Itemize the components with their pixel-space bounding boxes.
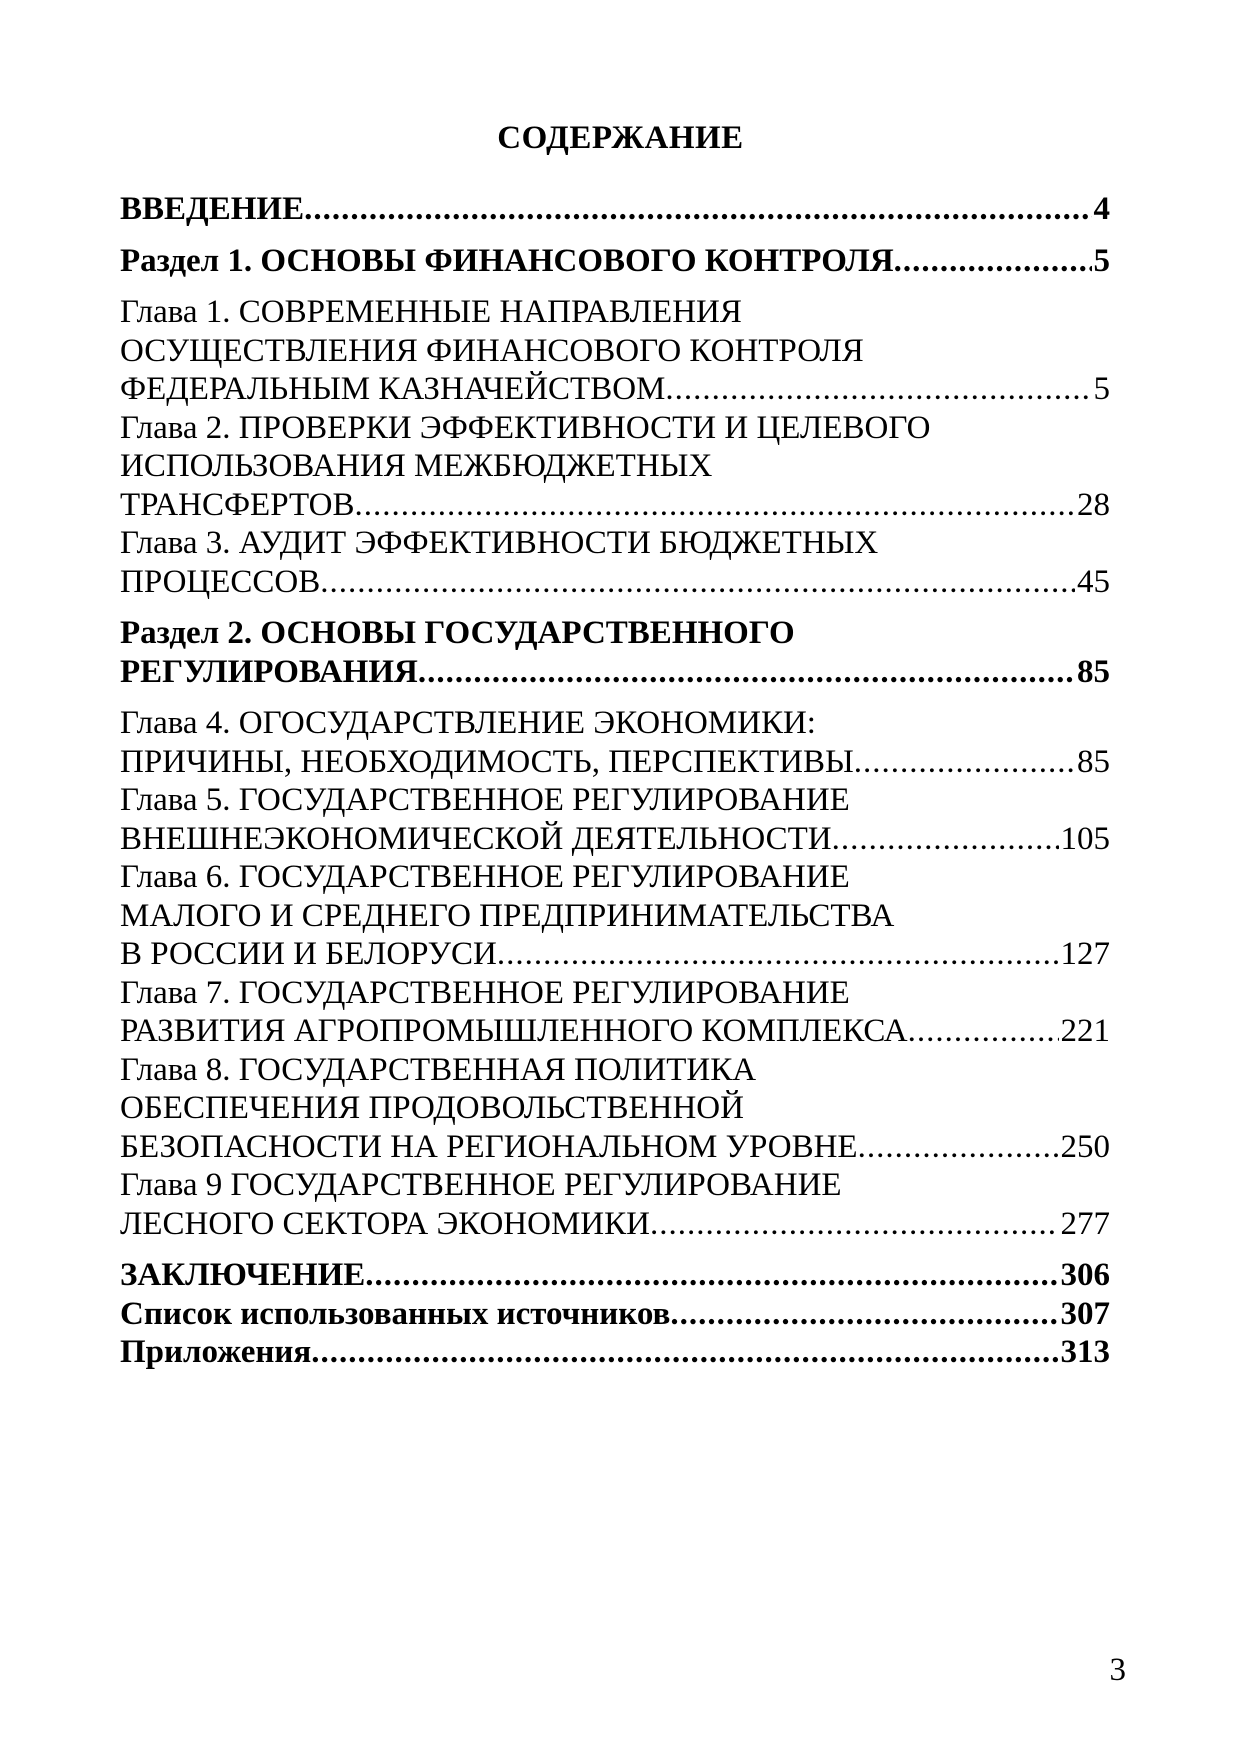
dot-leader [311, 1333, 1058, 1372]
toc-entry-line: ИСПОЛЬЗОВАНИЯ МЕЖБЮДЖЕТНЫХ [120, 448, 713, 484]
toc-entry [120, 858, 1110, 974]
toc-entry-text: ВВЕДЕНИЕ [120, 191, 305, 227]
toc-entry-line: Глава 2. ПРОВЕРКИ ЭФФЕКТИВНОСТИ И ЦЕЛЕВОГО [120, 409, 931, 446]
dot-leader [858, 1128, 1059, 1167]
dot-leader [854, 743, 1075, 782]
toc-entry-line: МАЛОГО И СРЕДНЕГО ПРЕДПРИНИМАТЕЛЬСТВА [120, 897, 895, 934]
toc-entry-page: 4 [1093, 191, 1110, 227]
toc-entry-text: ПРИЧИНЫ, НЕОБХОДИМОСТЬ, ПЕРСПЕКТИВЫ [120, 743, 854, 780]
toc-entry-last-line [120, 935, 1110, 974]
toc-entry-last-line [120, 743, 1110, 782]
toc-entry [120, 409, 1110, 525]
toc-entry-line: ОБЕСПЕЧЕНИЯ ПРОДОВОЛЬСТВЕННОЙ [120, 1090, 744, 1126]
toc-entry [120, 524, 1110, 601]
toc-entry-text: В РОССИИ И БЕЛОРУСИ [120, 936, 497, 972]
toc-entry-text: БЕЗОПАСНОСТИ НА РЕГИОНАЛЬНОМ УРОВНЕ [120, 1128, 858, 1165]
toc-entry-line: Глава 1. СОВРЕМЕННЫЕ НАПРАВЛЕНИЯ [120, 294, 742, 330]
toc-entry-last-line [120, 820, 1110, 859]
toc-entry [120, 1295, 1110, 1334]
dot-leader [304, 190, 1091, 229]
toc-entry [120, 190, 1110, 229]
dot-leader [365, 1256, 1058, 1295]
toc-entry-page: 28 [1077, 486, 1110, 523]
toc-entry [120, 1256, 1110, 1295]
toc-entry-line: Глава 6. ГОСУДАРСТВЕННОЕ РЕГУЛИРОВАНИЕ [120, 859, 850, 895]
table-of-contents [120, 190, 1110, 1372]
toc-entry-text: ФЕДЕРАЛЬНЫМ КАЗНАЧЕЙСТВОМ [120, 371, 666, 407]
toc-entry-page: 85 [1077, 653, 1110, 690]
toc-entry-page: 306 [1060, 1257, 1110, 1293]
toc-entry-line: Глава 8. ГОСУДАРСТВЕННАЯ ПОЛИТИКА [120, 1051, 757, 1088]
dot-leader [418, 653, 1075, 692]
dot-leader [665, 370, 1091, 409]
toc-entry-last-line [120, 190, 1110, 229]
toc-entry-last-line [120, 1012, 1110, 1051]
toc-entry-last-line [120, 1256, 1110, 1295]
dot-leader [355, 486, 1075, 525]
toc-entry [120, 781, 1110, 858]
toc-entry-text: РАЗВИТИЯ АГРОПРОМЫШЛЕННОГО КОМПЛЕКСА [120, 1013, 908, 1049]
dot-leader [894, 242, 1092, 281]
toc-entry-page: 105 [1060, 820, 1110, 857]
toc-entry-last-line [120, 1295, 1110, 1334]
toc-entry-line: Раздел 2. ОСНОВЫ ГОСУДАРСТВЕННОГО [120, 615, 795, 651]
toc-entry-text: ПРОЦЕССОВ [120, 563, 321, 600]
toc-entry [120, 614, 1110, 691]
toc-entry [120, 1051, 1110, 1167]
toc-entry-page: 85 [1077, 743, 1110, 780]
toc-entry-line: Глава 7. ГОСУДАРСТВЕННОЕ РЕГУЛИРОВАНИЕ [120, 974, 850, 1011]
dot-leader [497, 935, 1059, 974]
toc-entry-text: ТРАНСФЕРТОВ [120, 486, 355, 523]
toc-entry [120, 974, 1110, 1051]
toc-entry-text: ЗАКЛЮЧЕНИЕ [120, 1257, 366, 1293]
toc-entry-text: Список использованных источников [120, 1295, 671, 1332]
page-number: 3 [1109, 1652, 1126, 1688]
toc-entry-page: 45 [1077, 563, 1110, 600]
toc-entry [120, 293, 1110, 409]
toc-entry-last-line [120, 242, 1110, 281]
toc-entry-line: Глава 4. ОГОСУДАРСТВЛЕНИЕ ЭКОНОМИКИ: [120, 705, 816, 741]
toc-entry-line: Глава 5. ГОСУДАРСТВЕННОЕ РЕГУЛИРОВАНИЕ [120, 782, 850, 818]
toc-entry-last-line [120, 1333, 1110, 1372]
toc-entry-text: ЛЕСНОГО СЕКТОРА ЭКОНОМИКИ [120, 1205, 650, 1242]
toc-entry-last-line [120, 1128, 1110, 1167]
toc-entry-line: Глава 3. АУДИТ ЭФФЕКТИВНОСТИ БЮДЖЕТНЫХ [120, 525, 879, 561]
dot-leader [670, 1295, 1058, 1334]
toc-entry-page: 5 [1093, 242, 1110, 279]
toc-entry-page: 221 [1060, 1013, 1110, 1049]
toc-entry [120, 1166, 1110, 1243]
toc-entry-text: РЕГУЛИРОВАНИЯ [120, 653, 418, 690]
toc-entry-last-line [120, 563, 1110, 602]
toc-entry-text: Приложения [120, 1334, 312, 1370]
toc-entry [120, 704, 1110, 781]
toc-entry-last-line [120, 653, 1110, 692]
toc-entry-line: Глава 9 ГОСУДАРСТВЕННОЕ РЕГУЛИРОВАНИЕ [120, 1167, 842, 1203]
dot-leader [832, 820, 1059, 859]
toc-entry-page: 307 [1060, 1295, 1110, 1332]
toc-entry-text: ВНЕШНЕЭКОНОМИЧЕСКОЙ ДЕЯТЕЛЬНОСТИ [120, 820, 832, 857]
toc-entry [120, 242, 1110, 281]
dot-leader [650, 1205, 1059, 1244]
toc-entry-page: 277 [1060, 1205, 1110, 1242]
toc-entry-page: 313 [1060, 1334, 1110, 1370]
toc-entry-page: 250 [1060, 1128, 1110, 1165]
toc-entry [120, 1333, 1110, 1372]
toc-entry-last-line [120, 486, 1110, 525]
toc-entry-line: ОСУЩЕСТВЛЕНИЯ ФИНАНСОВОГО КОНТРОЛЯ [120, 332, 864, 369]
toc-entry-page: 127 [1060, 936, 1110, 972]
toc-entry-text: Раздел 1. ОСНОВЫ ФИНАНСОВОГО КОНТРОЛЯ [120, 242, 894, 279]
toc-entry-page: 5 [1093, 371, 1110, 407]
toc-entry-last-line [120, 1205, 1110, 1244]
dot-leader [908, 1012, 1059, 1051]
toc-title: СОДЕРЖАНИЕ [497, 120, 744, 156]
dot-leader [320, 563, 1075, 602]
toc-entry-last-line [120, 370, 1110, 409]
